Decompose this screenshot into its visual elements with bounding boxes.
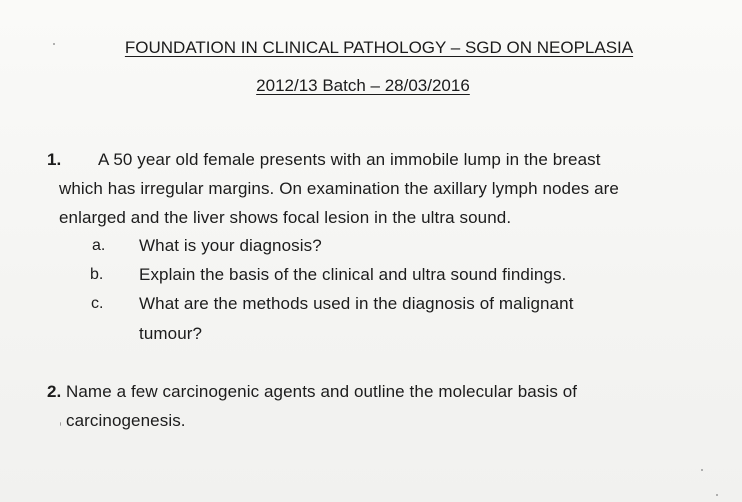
document-subtitle: 2012/13 Batch – 28/03/2016 <box>256 76 470 95</box>
question-1-line-2: which has irregular margins. On examination the axillary lymph nodes are <box>59 179 619 198</box>
scan-speck <box>60 422 61 426</box>
subquestion-c-line-2: tumour? <box>139 324 203 343</box>
scan-speck <box>716 494 718 496</box>
subquestion-c-letter: c. <box>91 295 104 312</box>
scan-speck <box>701 469 703 471</box>
subquestion-b-text: Explain the basis of the clinical and ultra sound findings. <box>139 265 567 284</box>
subquestion-b-letter: b. <box>90 266 104 283</box>
question-2-line-1: Name a few carcinogenic agents and outline the molecular basis of <box>66 382 578 401</box>
subquestion-c-line-1: What are the methods used in the diagnosis of malignant <box>139 294 574 313</box>
question-2-number: 2. <box>47 382 62 401</box>
scan-speck <box>53 43 55 45</box>
subquestion-a-text: What is your diagnosis? <box>139 236 322 255</box>
question-2-line-2: carcinogenesis. <box>66 411 186 430</box>
question-1-number: 1. <box>47 150 62 169</box>
subquestion-a-letter: a. <box>92 237 106 254</box>
question-1-line-1: A 50 year old female presents with an immobile lump in the breast <box>98 150 601 169</box>
document-title: FOUNDATION IN CLINICAL PATHOLOGY – SGD ON NEOPLASIA <box>124 38 634 57</box>
question-1-line-3: enlarged and the liver shows focal lesion in the ultra sound. <box>59 208 512 227</box>
